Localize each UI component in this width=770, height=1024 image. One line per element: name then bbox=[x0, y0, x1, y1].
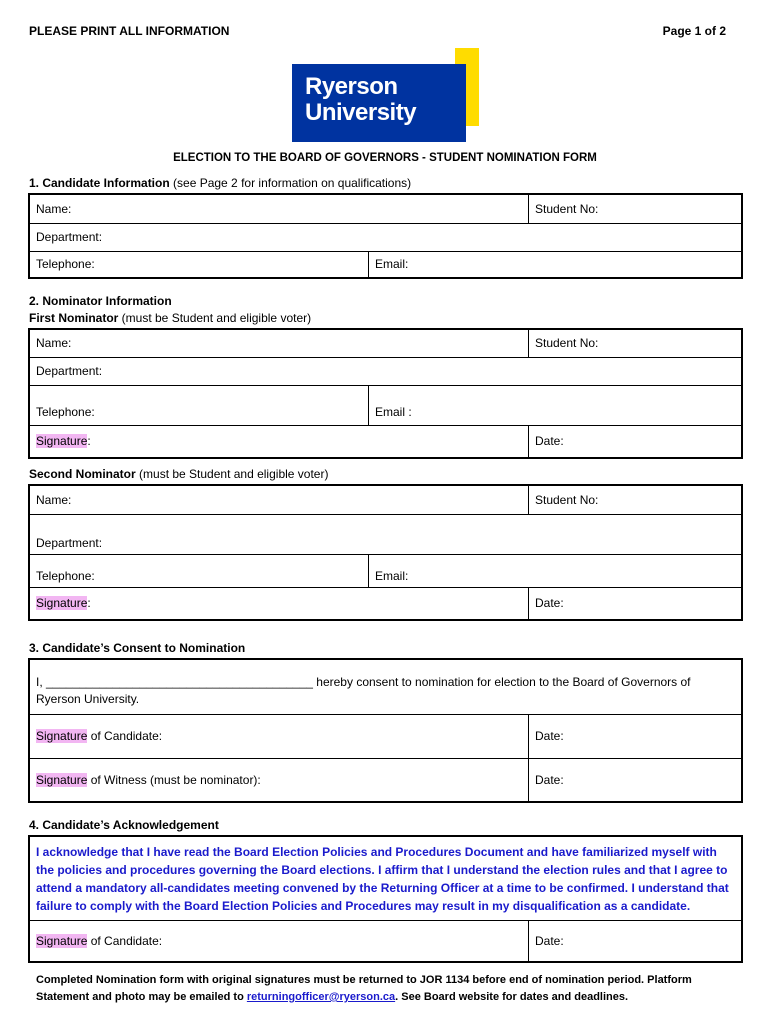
second-nominator-note: (must be Student and eligible voter) bbox=[135, 467, 329, 481]
consent-statement-field[interactable] bbox=[29, 659, 742, 714]
section-4-title: 4. Candidate’s Acknowledgement bbox=[29, 818, 219, 832]
second-nominator-student-no-field[interactable] bbox=[529, 485, 743, 514]
logo-line-2: University bbox=[305, 99, 417, 126]
first-nominator-email-label: Email : bbox=[375, 404, 412, 419]
returning-officer-email-link[interactable]: returningofficer@ryerson.ca bbox=[246, 991, 396, 1003]
acknowledgement-date-label: Date: bbox=[535, 933, 564, 948]
candidate-telephone-label: Telephone: bbox=[36, 257, 95, 272]
witness-date-field[interactable] bbox=[529, 758, 743, 802]
second-nominator-table bbox=[28, 484, 743, 621]
candidate-telephone-field[interactable] bbox=[29, 251, 369, 278]
second-nominator-signature-colon: : bbox=[87, 596, 91, 611]
candidate-student-no-field[interactable] bbox=[529, 194, 743, 223]
candidate-name-field[interactable] bbox=[29, 194, 529, 223]
first-nominator-student-no-field[interactable] bbox=[529, 329, 743, 357]
second-nominator-email-field[interactable] bbox=[369, 554, 743, 587]
first-nominator-email-field[interactable] bbox=[369, 385, 743, 425]
logo-line-1: Ryerson bbox=[305, 73, 398, 100]
footer-text-1: Completed Nomination form with original signatures must be returned to JOR 1134 before end of nomination period. Platform Statement and photo may be emailed to bbox=[36, 974, 692, 1003]
candidate-consent-signature-field[interactable] bbox=[29, 714, 529, 758]
consent-statement: I, ________________________________________ hereby consent to nomination for election to the Board of Governors of Ryerson University. bbox=[36, 674, 691, 706]
candidate-consent-date-field[interactable] bbox=[529, 714, 743, 758]
second-nominator-name-label: Name: bbox=[36, 492, 72, 507]
first-nominator-name-label: Name: bbox=[36, 336, 72, 351]
candidate-consent-signature-label: Signature bbox=[36, 729, 88, 743]
acknowledgement-text: I acknowledge that I have read the Board Election Policies and Procedures Document and have familiarized myself with the policies and procedures governing the Board elections. I affirm that I understand the election rules and that I agree to attend a mandatory all-candidates meeting convened by the Returning Officer at a time to be confirmed. I understand that failure to comply with the Board Election Policies and Procedures may result in my disqualification as a candidate. bbox=[36, 845, 729, 914]
candidate-info-table bbox=[28, 193, 743, 279]
candidate-student-no-label: Student No: bbox=[535, 201, 599, 216]
second-nominator-title: Second Nominator bbox=[29, 467, 136, 481]
first-nominator-signature-label: Signature bbox=[36, 434, 88, 449]
first-nominator-date-field[interactable] bbox=[529, 425, 743, 458]
candidate-department-field[interactable] bbox=[29, 223, 742, 251]
second-nominator-date-label: Date: bbox=[535, 596, 564, 611]
section-1-heading bbox=[29, 176, 411, 190]
section-1-title: 1. Candidate Information bbox=[29, 176, 170, 190]
acknowledgement-signature-label: Signature bbox=[36, 933, 88, 948]
witness-signature-rest: of Witness (must be nominator): bbox=[87, 772, 261, 787]
first-nominator-table bbox=[28, 328, 743, 459]
section-1-note: (see Page 2 for information on qualifications) bbox=[169, 176, 412, 190]
candidate-consent-signature-rest: of Candidate: bbox=[87, 729, 163, 743]
first-nominator-date-label: Date: bbox=[535, 434, 564, 449]
first-nominator-signature-colon: : bbox=[87, 434, 91, 449]
second-nominator-telephone-field[interactable] bbox=[29, 554, 369, 587]
second-nominator-signature-field[interactable] bbox=[29, 587, 529, 620]
second-nominator-telephone-label: Telephone: bbox=[36, 568, 95, 583]
second-nominator-department-label: Department: bbox=[36, 535, 103, 550]
form-title: ELECTION TO THE BOARD OF GOVERNORS - STUDENT NOMINATION FORM bbox=[173, 152, 597, 164]
second-nominator-heading bbox=[29, 467, 328, 481]
acknowledgement-table bbox=[28, 835, 743, 963]
first-nominator-telephone-field[interactable] bbox=[29, 385, 369, 425]
acknowledgement-signature-field[interactable] bbox=[29, 920, 529, 962]
section-3-title: 3. Candidate’s Consent to Nomination bbox=[29, 641, 246, 655]
university-logo bbox=[292, 64, 466, 142]
second-nominator-student-no-label: Student No: bbox=[535, 492, 599, 507]
first-nominator-note: (must be Student and eligible voter) bbox=[118, 311, 312, 325]
first-nominator-name-field[interactable] bbox=[29, 329, 529, 357]
second-nominator-date-field[interactable] bbox=[529, 587, 743, 620]
first-nominator-heading bbox=[29, 311, 311, 325]
witness-date-label: Date: bbox=[535, 772, 564, 787]
section-2-title: 2. Nominator Information bbox=[29, 294, 172, 308]
second-nominator-signature-label: Signature bbox=[36, 596, 88, 611]
candidate-email-label: Email: bbox=[375, 257, 409, 272]
footer-text-2: . See Board website for dates and deadlines. bbox=[395, 991, 629, 1003]
first-nominator-department-label: Department: bbox=[36, 364, 103, 378]
first-nominator-department-field[interactable] bbox=[29, 357, 742, 385]
acknowledgement-date-field[interactable] bbox=[529, 920, 743, 962]
first-nominator-signature-field[interactable] bbox=[29, 425, 529, 458]
footer-instructions bbox=[36, 972, 736, 1006]
candidate-department-label: Department: bbox=[36, 230, 103, 244]
candidate-name-label: Name: bbox=[36, 201, 72, 216]
candidate-consent-date-label: Date: bbox=[535, 729, 564, 743]
second-nominator-email-label: Email: bbox=[375, 568, 409, 583]
second-nominator-name-field[interactable] bbox=[29, 485, 529, 514]
candidate-email-field[interactable] bbox=[369, 251, 743, 278]
witness-signature-label: Signature bbox=[36, 772, 88, 787]
first-nominator-student-no-label: Student No: bbox=[535, 336, 599, 351]
consent-table bbox=[28, 658, 743, 803]
acknowledgement-text-cell bbox=[29, 836, 742, 920]
page-number: Page 1 of 2 bbox=[662, 24, 726, 38]
page-instruction: PLEASE PRINT ALL INFORMATION bbox=[29, 24, 230, 38]
first-nominator-telephone-label: Telephone: bbox=[36, 404, 95, 419]
acknowledgement-signature-rest: of Candidate: bbox=[87, 933, 163, 948]
second-nominator-department-field[interactable] bbox=[29, 514, 742, 554]
first-nominator-title: First Nominator bbox=[29, 311, 119, 325]
witness-signature-field[interactable] bbox=[29, 758, 529, 802]
